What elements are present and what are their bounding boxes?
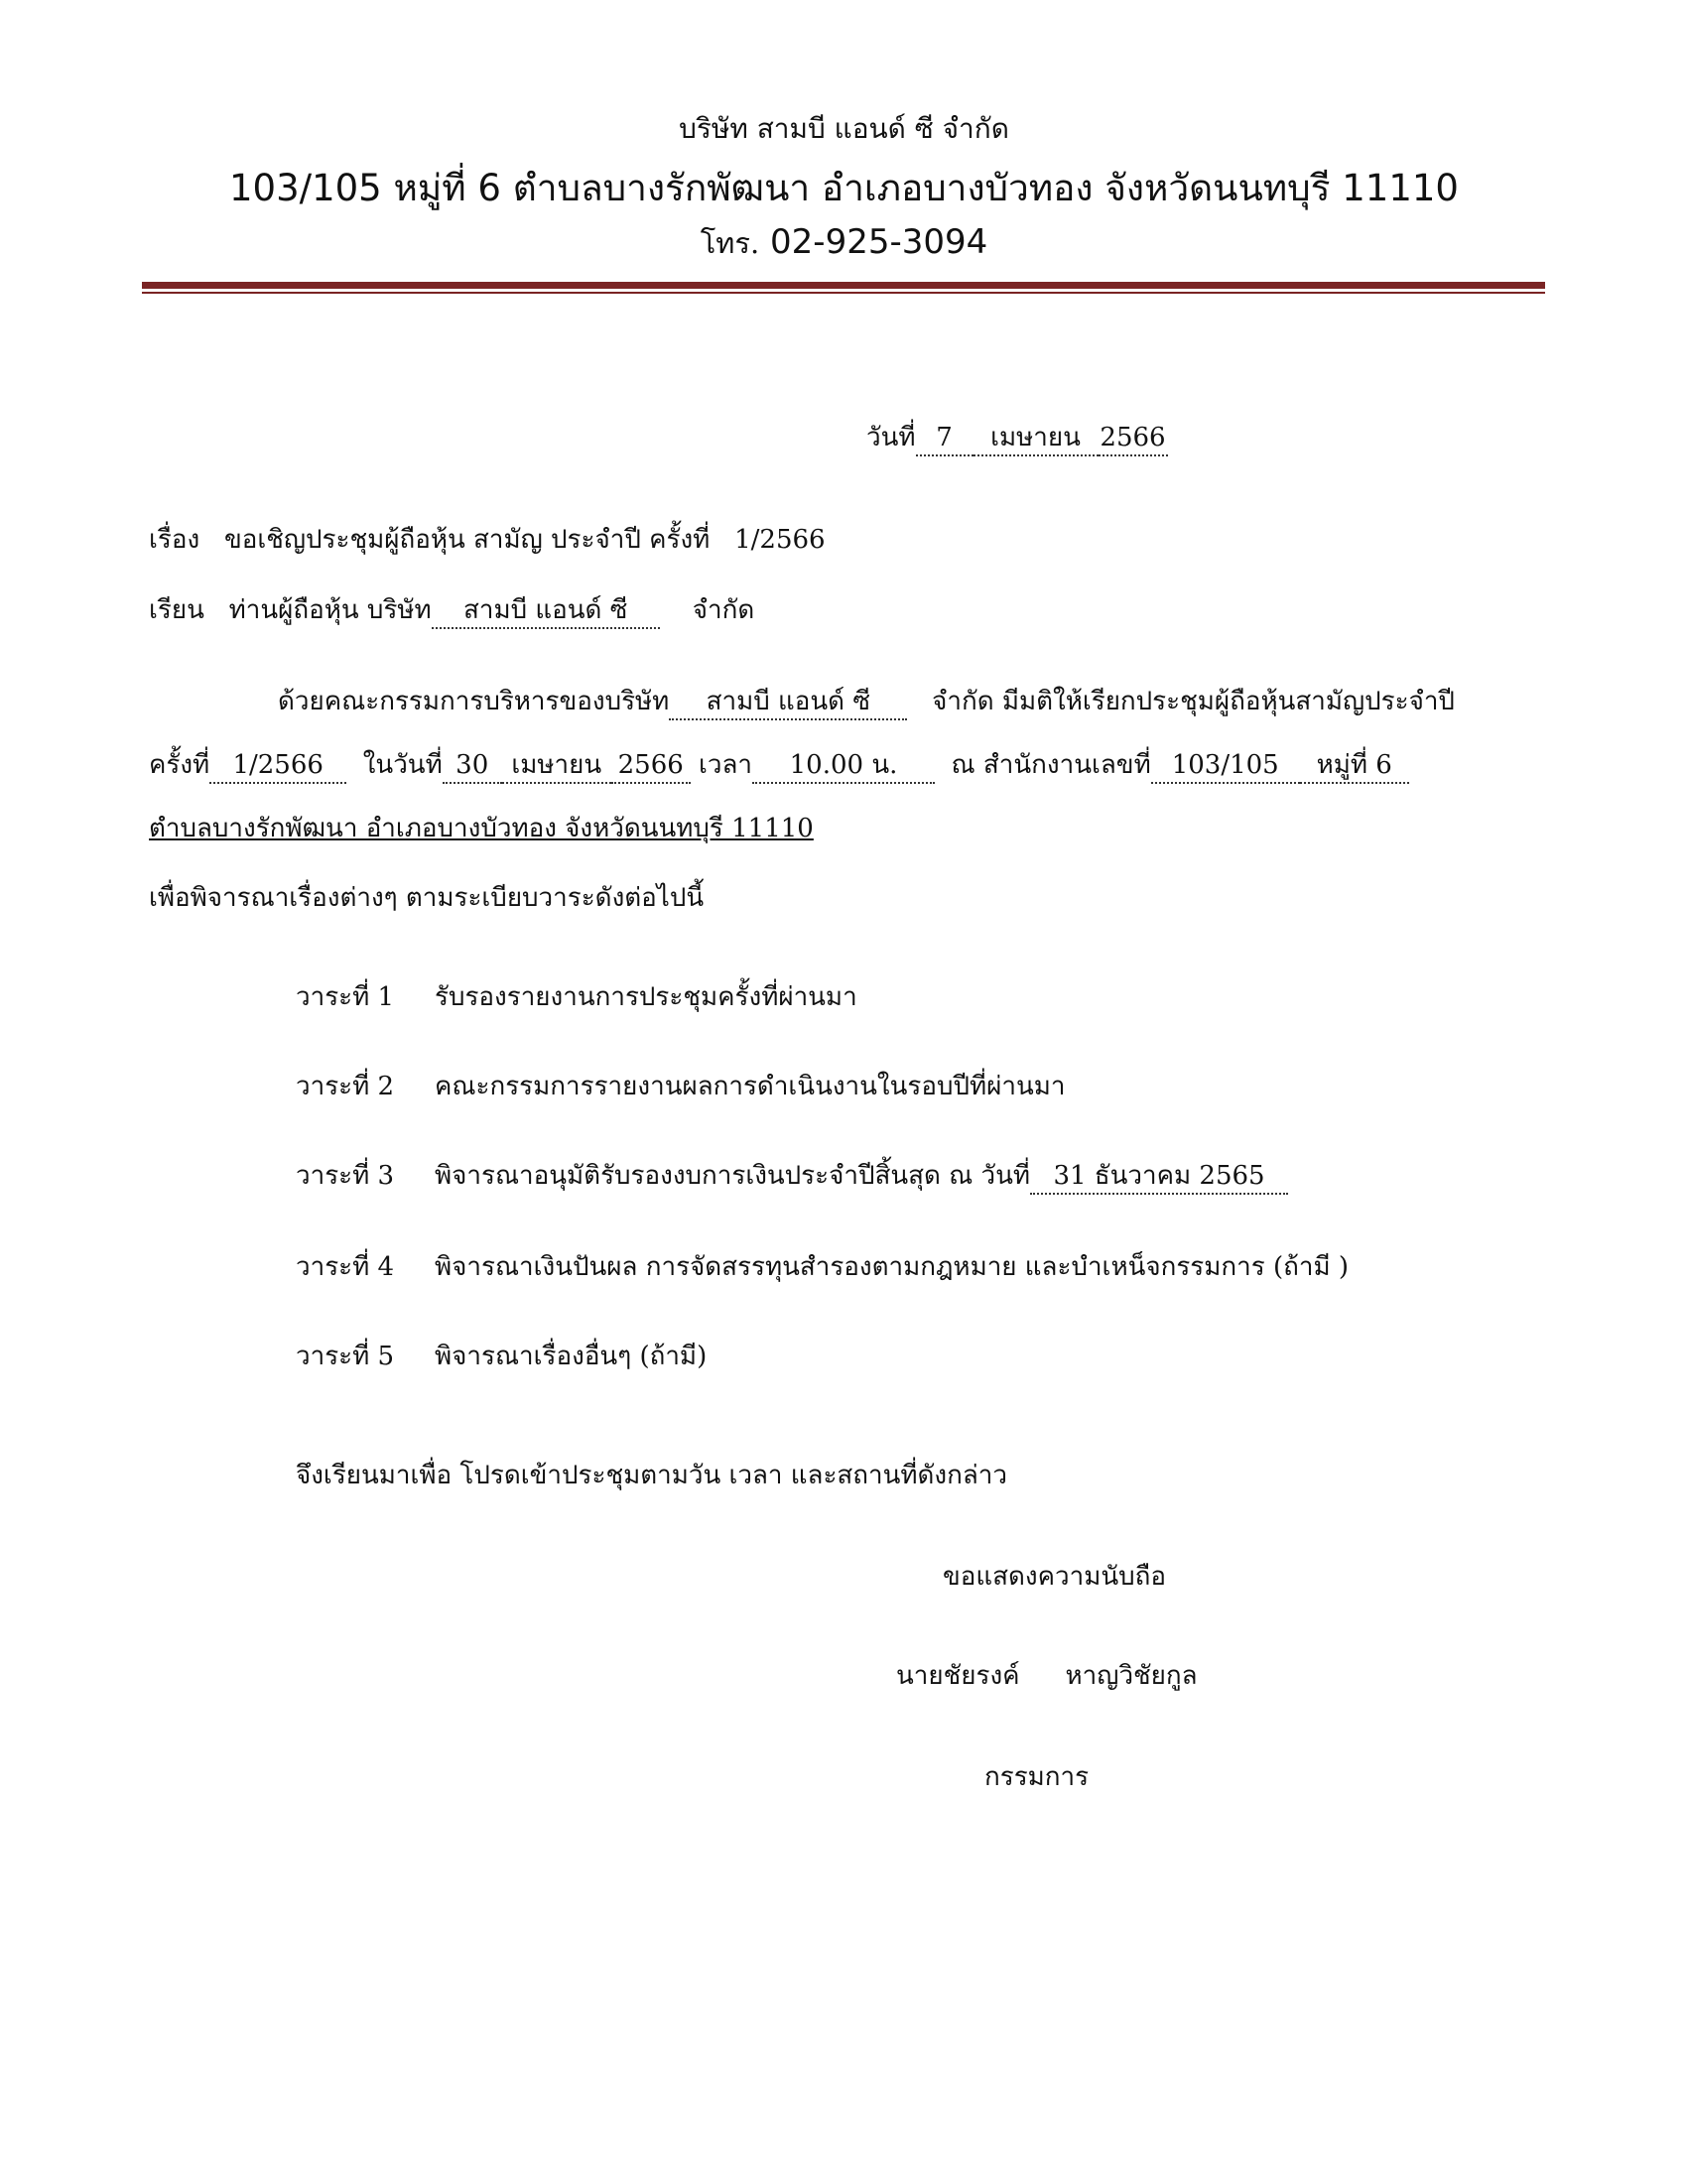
phone-number: 02-925-3094 (770, 222, 988, 262)
subject-number: 1/2566 (734, 525, 826, 555)
phone-label: โทร. (700, 226, 760, 260)
meeting-location: ตำบลบางรักพัฒนา อำเภอบางบัวทอง จังหวัดนนทบุรี 11110 (149, 814, 814, 843)
agenda-text: คณะกรรมการรายงานผลการดำเนินงานในรอบปีที่ผ่านมา (435, 1072, 1066, 1101)
agenda-intro: เพื่อพิจารณาเรื่องต่างๆ ตามระเบียบวาระดังต่อไปนี้ (149, 883, 705, 913)
meeting-date-label: ในวันที่ (362, 750, 443, 780)
subject-line (149, 523, 826, 557)
signer-position: กรรมการ (984, 1762, 1090, 1792)
recipient-company: สามบี แอนด์ ซี (432, 593, 660, 629)
company-address: 103/105 หมู่ที่ 6 ตำบลบางรักพัฒนา อำเภอบางบัวทอง จังหวัดนนทบุรี 11110 (229, 167, 1459, 209)
agenda-number: วาระที่ 4 (296, 1252, 395, 1282)
subject-text: ขอเชิญประชุมผู้ถือหุ้น สามัญ ประจำปี ครั้งที่ (223, 525, 711, 555)
company-name: บริษัท สามบี แอนด์ ซี จำกัด (679, 112, 1009, 145)
agenda-text: พิจารณาอนุมัติรับรองงบการเงินประจำปีสิ้นสุด ณ วันที่ (435, 1161, 1031, 1191)
meeting-time-label: เวลา (698, 750, 753, 780)
agenda-number: วาระที่ 5 (296, 1342, 395, 1371)
signer-first-name: นายชัยรงค์ (896, 1661, 1020, 1691)
p1-suffix: จำกัด มีมติให้เรียกประชุมผู้ถือหุ้นสามัญประจำปี (932, 687, 1455, 716)
agenda-item (296, 980, 857, 1014)
agenda-number: วาระที่ 1 (296, 982, 395, 1012)
date-year: 2566 (1099, 421, 1168, 456)
meeting-year: 2566 (611, 748, 691, 784)
meeting-no-label: ครั้งที่ (149, 750, 210, 780)
header-divider-thin (142, 292, 1545, 294)
office-number: 103/105 (1151, 748, 1300, 784)
recipient-label: เรียน (149, 595, 204, 625)
signer-last-name: หาญวิชัยกูล (1065, 1661, 1198, 1691)
agenda-item (296, 1340, 707, 1373)
date-month: เมษายน (974, 421, 1099, 456)
header-divider (142, 282, 1545, 289)
p1-company: สามบี แอนด์ ซี (669, 685, 907, 720)
subject-label: เรื่อง (149, 525, 200, 555)
date-day: 7 (916, 421, 974, 456)
agenda-item (296, 1159, 1288, 1195)
recipient-prefix: ท่านผู้ถือหุ้น บริษัท (228, 595, 432, 625)
agenda-number: วาระที่ 3 (296, 1161, 395, 1191)
date-label: วันที่ (866, 423, 916, 452)
body-paragraph-line-1 (149, 685, 1538, 720)
meeting-month: เมษายน (502, 748, 611, 784)
recipient-suffix: จำกัด (692, 595, 755, 625)
agenda-text: พิจารณาเงินปันผล การจัดสรรทุนสำรองตามกฎหมาย และบำเหน็จกรรมการ (ถ้ามี ) (435, 1252, 1350, 1282)
meeting-day: 30 (443, 748, 502, 784)
agenda-item (296, 1070, 1065, 1103)
closing-statement: จึงเรียนมาเพื่อ โปรดเข้าประชุมตามวัน เวลา และสถานที่ดังกล่าว (296, 1461, 1008, 1490)
agenda-date-fill: 31 ธันวาคม 2565 (1030, 1159, 1288, 1195)
office-label: ณ สำนักงานเลขที่ (951, 750, 1151, 780)
letter-date (866, 421, 1168, 456)
agenda-item (296, 1250, 1349, 1284)
company-phone (0, 220, 1688, 266)
agenda-text: รับรองรายงานการประชุมครั้งที่ผ่านมา (435, 982, 857, 1012)
recipient-line (149, 593, 754, 629)
office-moo: หมู่ที่ 6 (1300, 748, 1409, 784)
body-paragraph-line-2 (149, 748, 1538, 784)
agenda-number: วาระที่ 2 (296, 1072, 395, 1101)
meeting-no: 1/2566 (209, 748, 346, 784)
signer-name (896, 1659, 1198, 1693)
agenda-text: พิจารณาเรื่องอื่นๆ (ถ้ามี) (435, 1342, 708, 1371)
body-paragraph-line-3 (149, 812, 814, 845)
regards-text: ขอแสดงความนับถือ (943, 1562, 1166, 1592)
p1-prefix: ด้วยคณะกรรมการบริหารของบริษัท (278, 687, 670, 716)
meeting-time: 10.00 น. (752, 748, 935, 784)
